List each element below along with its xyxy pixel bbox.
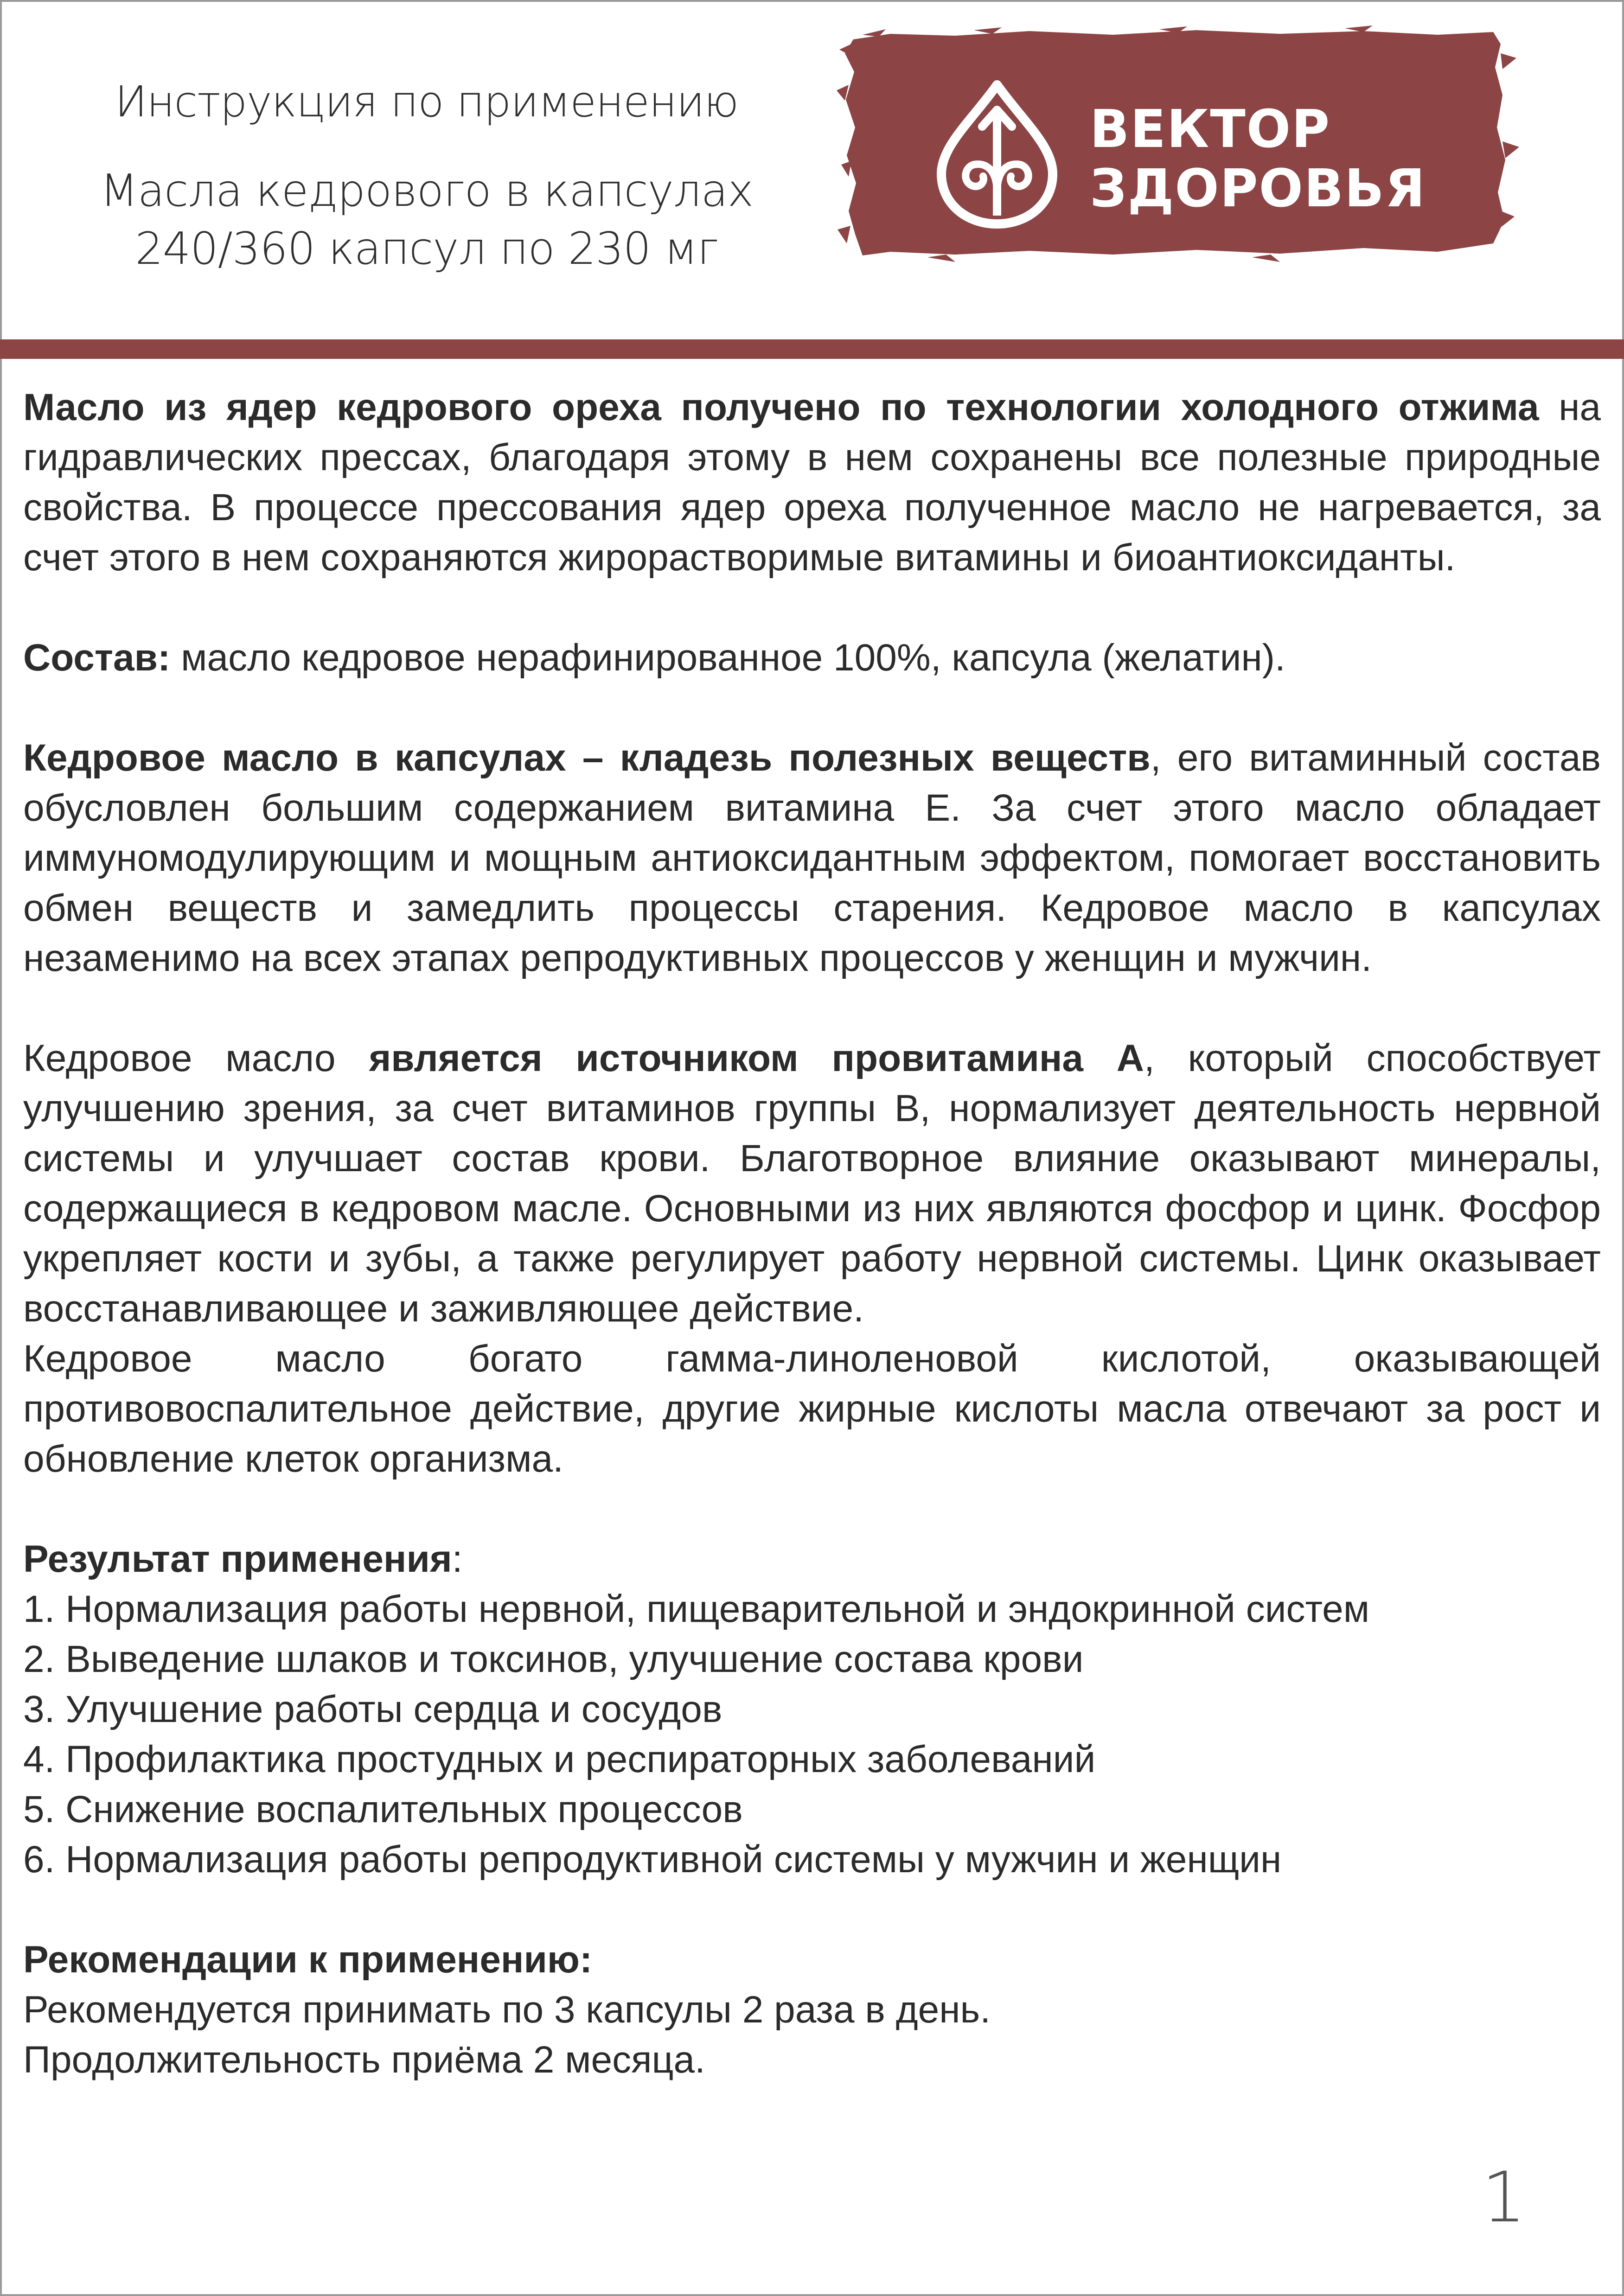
brand-logo: [835, 26, 1521, 285]
recommendations-label: Рекомендации к применению:: [23, 1939, 593, 1981]
instruction-body: [23, 383, 1601, 2085]
list-item: 2. Выведение шлаков и токсинов, улучшение состава крови: [23, 1638, 1084, 1680]
product-name-line: Масла кедрового в капсулах: [100, 166, 754, 217]
composition-label: Состав:: [23, 637, 171, 679]
recommendation-duration: Продолжительность приёма 2 месяца.: [23, 2039, 705, 2081]
provitamin-paragraph: [23, 1033, 1601, 1334]
benefits-paragraph: [23, 733, 1601, 983]
product-package-line: 240/360 капсул по 230 мг: [135, 223, 718, 274]
intro-paragraph: [23, 383, 1601, 583]
intro-bold: Масло из ядер кедрового ореха получено по технологии холодного отжима: [23, 386, 1539, 428]
results-heading: [23, 1534, 1601, 1584]
list-item: 5. Снижение воспалительных процессов: [23, 1788, 743, 1830]
page-number: 1: [1482, 2157, 1526, 2238]
header-title-block: [51, 74, 802, 278]
provitamin-text: , который способствует улучшению зрения, за счет витаминов группы В, нормализует деятельность нервной системы и улучшает состав крови. Благотворное влияние оказывают минералы, содержащиеся в кедровом масле. Основными из них являются фосфор и цинк. Фосфор укрепляет кости и зубы, а также регулирует работу нервной системы. Цинк оказывает восстанавливающее и заживляющее действие.: [23, 1037, 1601, 1330]
brand-wordmark-line2: ЗДОРОВЬЯ: [1090, 159, 1426, 219]
brand-wordmark-line1: ВЕКТОР: [1090, 99, 1331, 159]
intro-text: на гидравлических прессах, благодаря этому в нем сохранены все полезные природные свойства. В процессе прессования ядер ореха полученное масло не нагревается, за счет этого в нем сохраняются жирорастворимые витамины и биоантиоксиданты.: [23, 386, 1601, 579]
recommendation-dosage: Рекомендуется принимать по 3 капсулы 2 раза в день.: [23, 1989, 991, 2031]
list-item: 1. Нормализация работы нервной, пищеварительной и эндокринной систем: [23, 1588, 1370, 1630]
results-label: Результат применения: [23, 1538, 452, 1580]
composition-paragraph: [23, 633, 1601, 683]
document-title: Инструкция по применению: [115, 77, 739, 127]
provitamin-pre: Кедровое масло: [23, 1037, 369, 1079]
list-item: 6. Нормализация работы репродуктивной системы у мужчин и женщин: [23, 1838, 1282, 1881]
brand-wordmark: [1090, 100, 1426, 218]
list-item: 4. Профилактика простудных и респираторных заболеваний: [23, 1738, 1096, 1780]
list-item: 3. Улучшение работы сердца и сосудов: [23, 1688, 722, 1730]
benefits-bold: Кедровое масло в капсулах – кладезь полезных веществ: [23, 737, 1151, 779]
header-divider: [0, 339, 1624, 359]
benefits-text: , его витаминный состав обусловлен большим содержанием витамина Е. За счет этого масло обладает иммуномодулирующим и мощным антиоксидантным эффектом, помогает восстановить обмен веществ и замедлить процессы старения. Кедровое масло в капсулах незаменимо на всех этапах репродуктивных процессов у женщин и мужчин.: [23, 737, 1601, 979]
drop-sprout-arrow-icon: [927, 77, 1067, 230]
provitamin-extra-paragraph: Кедровое масло богато гамма-линоленовой кислотой, оказывающей противовоспалительное действие, другие жирные кислоты масла отвечают за рост и обновление клеток организма.: [23, 1338, 1601, 1480]
recommendations-heading: [23, 1935, 1601, 1985]
provitamin-bold: является источником провитамина А: [369, 1037, 1144, 1079]
results-colon: :: [452, 1538, 463, 1580]
composition-text: масло кедровое нерафинированное 100%, капсула (желатин).: [170, 637, 1285, 679]
